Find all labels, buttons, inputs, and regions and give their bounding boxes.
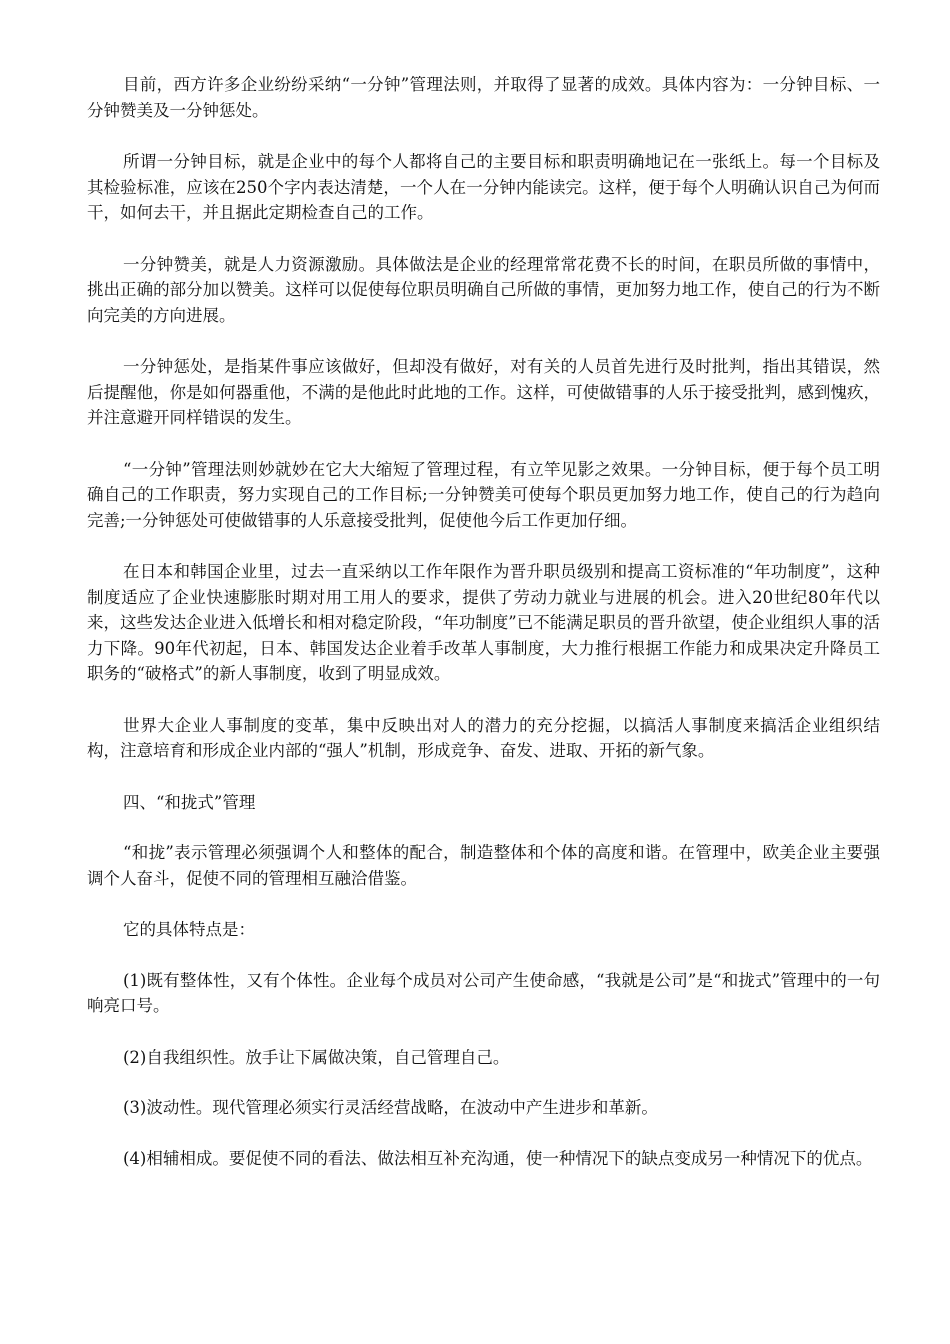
paragraph-one-minute-intro: 目前，西方许多企业纷纷采纳“一分钟”管理法则，并取得了显著的成效。具体内容为：一分钟目标、一分钟赞美及一分钟惩处。 — [87, 75, 880, 120]
paragraph-helong-definition: “和拢”表示管理必须强调个人和整体的配合，制造整体和个体的高度和谐。在管理中，欧美企业主要强调个人奋斗，促使不同的管理相互融洽借鉴。 — [87, 843, 880, 888]
section-heading-helong: 四、“和拢式”管理 — [123, 792, 256, 812]
paragraph-features-intro: 它的具体特点是： — [123, 920, 255, 939]
paragraph-one-minute-summary: “一分钟”管理法则妙就妙在它大大缩短了管理过程，有立竿见影之效果。一分钟目标，便于每个员工明确自己的工作职责，努力实现自己的工作目标;一分钟赞美可使每个职员更加努力地工作，使自己的行为趋向完善;一分钟惩处可使做错事的人乐意接受批判，促使他今后工作更加仔细。 — [87, 459, 880, 530]
list-item-feature-3: (3)波动性。现代管理必须实行灵活经营战略，在波动中产生进步和革新。 — [123, 1098, 658, 1117]
paragraph-japan-korea-hr: 在日本和韩国企业里，过去一直采纳以工作年限作为晋升职员级别和提高工资标准的“年功制度”，这种制度适应了企业快速膨胀时期对用工用人的要求，提供了劳动力就业与进展的机会。进入20世纪80年代以来，这些发达企业进入低增长和相对稳定阶段，“年功制度”已不能满足职员的晋升欲望，使企业组织人事的活力下降。90年代初起，日本、韩国发达企业着手改革人事制度，大力推行根据工作能力和成果决定升降员工职务的“破格式”的新人事制度，收到了明显成效。 — [87, 562, 880, 683]
list-item-feature-4: (4)相辅相成。要促使不同的看法、做法相互补充沟通，使一种情况下的缺点变成另一种情况下的优点。 — [123, 1148, 873, 1168]
paragraph-one-minute-punishment: 一分钟惩处，是指某件事应该做好，但却没有做好，对有关的人员首先进行及时批判，指出其错误，然后提醒他，你是如何器重他，不满的是他此时此地的工作。这样，可使做错事的人乐于接受批判，感到愧疚，并注意避开同样错误的发生。 — [87, 357, 880, 427]
list-item-feature-1: (1)既有整体性，又有个体性。企业每个成员对公司产生使命感，“我就是公司”是“和拢式”管理中的一句响亮口号。 — [87, 970, 880, 1015]
paragraph-one-minute-praise: 一分钟赞美，就是人力资源激励。具体做法是企业的经理常常花费不长的时间，在职员所做的事情中，挑出正确的部分加以赞美。这样可以促使每位职员明确自己所做的事情，更加努力地工作，使自己的行为不断向完美的方向进展。 — [87, 254, 880, 325]
list-item-feature-2: (2)自我组织性。放手让下属做决策，自己管理自己。 — [123, 1047, 510, 1067]
paragraph-hr-reform: 世界大企业人事制度的变革，集中反映出对人的潜力的充分挖掘，以搞活人事制度来搞活企业组织结构，注意培育和形成企业内部的“强人”机制，形成竞争、奋发、进取、开拓的新气象。 — [87, 715, 880, 760]
paragraph-one-minute-goal: 所谓一分钟目标，就是企业中的每个人都将自己的主要目标和职责明确地记在一张纸上。每一个目标及其检验标准，应该在250个字内表达清楚，一个人在一分钟内能读完。这样，便于每个人明确认识自己为何而干，如何去干，并且据此定期检查自己的工作。 — [87, 152, 880, 222]
